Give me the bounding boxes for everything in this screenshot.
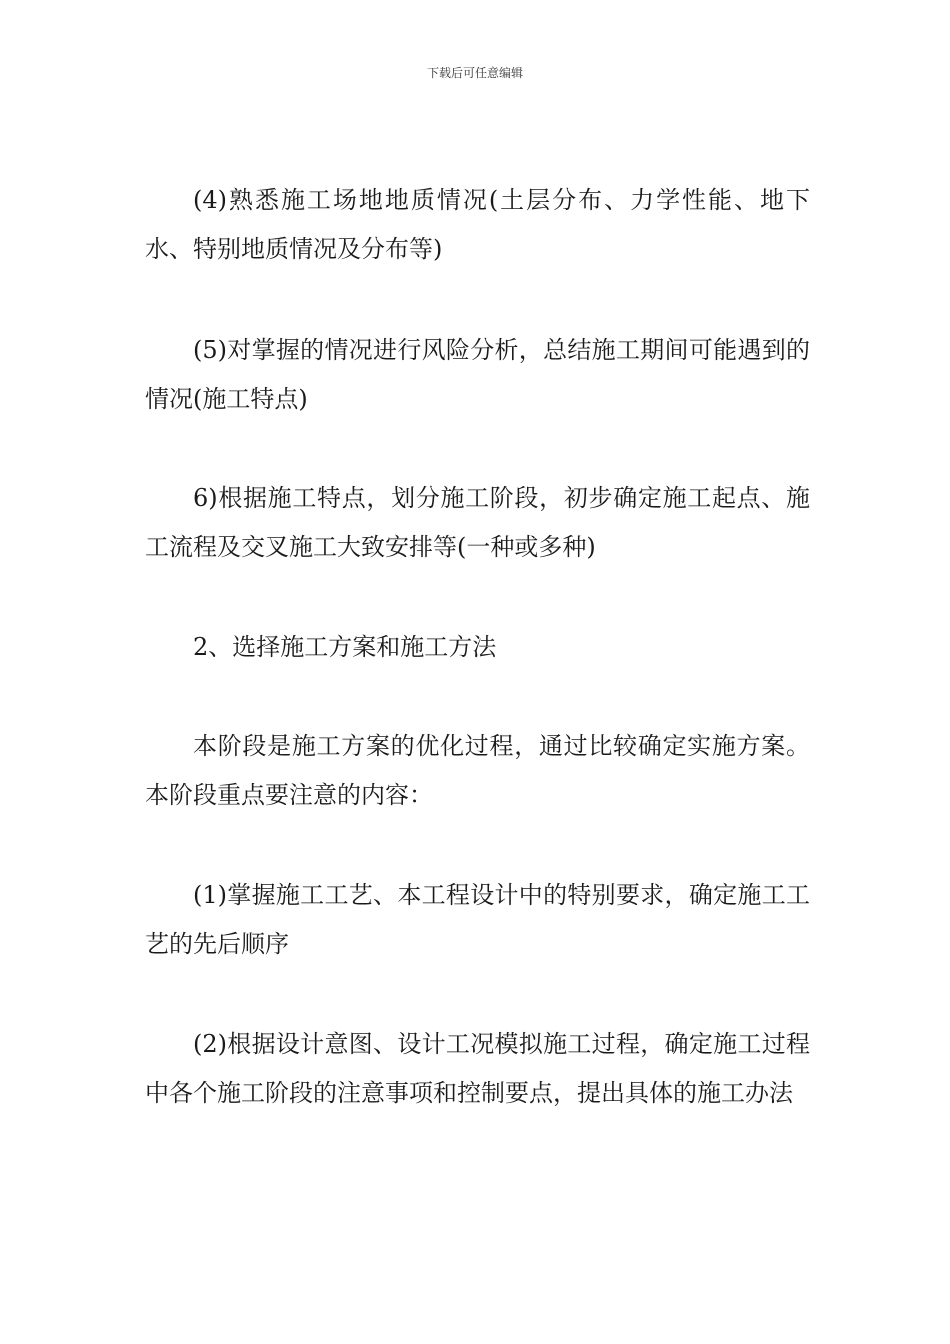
paragraph-stage-overview: 本阶段是施工方案的优化过程，通过比较确定实施方案。本阶段重点要注意的内容： (145, 732, 810, 809)
paragraph-6-construction-stages: 6)根据施工特点，划分施工阶段，初步确定施工起点、施工流程及交叉施工大致安排等(一种或多种) (145, 484, 810, 561)
section-heading-2: 2、选择施工方案和施工方法 (193, 633, 497, 661)
paragraph-1-process: (1)掌握施工工艺、本工程设计中的特别要求，确定施工工艺的先后顺序 (145, 881, 810, 958)
paragraph-5-risk-analysis: (5)对掌握的情况进行风险分析，总结施工期间可能遇到的情况(施工特点) (145, 336, 810, 413)
paragraph-4-geology: (4)熟悉施工场地地质情况(土层分布、力学性能、地下水、特别地质情况及分布等) (145, 186, 810, 263)
page-header: 下载后可任意编辑 (426, 66, 523, 80)
paragraph-2-simulation: (2)根据设计意图、设计工况模拟施工过程，确定施工过程中各个施工阶段的注意事项和控制要点，提出具体的施工办法 (145, 1030, 810, 1107)
